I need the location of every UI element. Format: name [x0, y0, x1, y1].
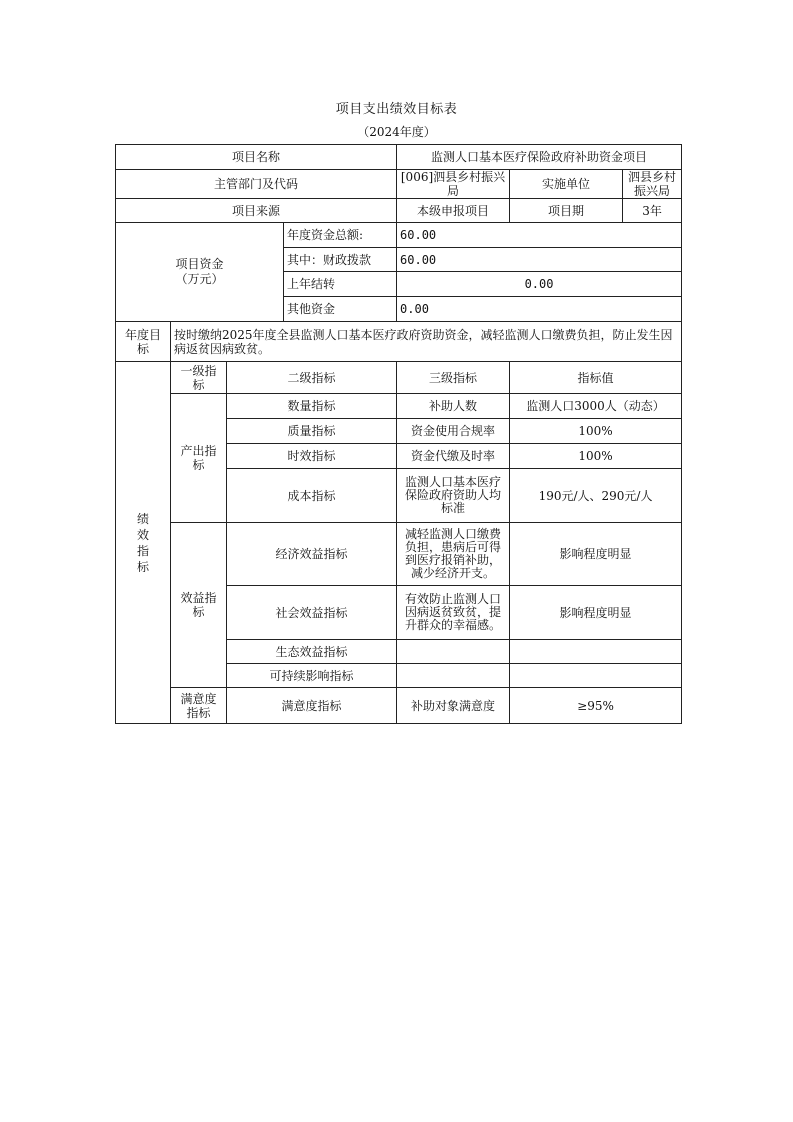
row-project-name	[116, 145, 682, 170]
benefit-l2-1: 经济效益指标	[227, 523, 397, 586]
benefit-l2-2: 社会效益指标	[227, 586, 397, 640]
satisfaction-l2: 满意度指标	[227, 688, 397, 724]
output-l3-3: 资金代缴及时率	[397, 444, 510, 469]
funds-other-label: 其他资金	[284, 297, 397, 322]
source-value: 本级申报项目	[397, 199, 510, 223]
output-value-2: 100%	[510, 419, 682, 444]
output-l2-3: 时效指标	[227, 444, 397, 469]
dept-value: [006]泗县乡村振兴局	[397, 170, 510, 199]
period-value: 3年	[623, 199, 682, 223]
head-level3: 三级指标	[397, 362, 510, 394]
output-l2-4: 成本指标	[227, 469, 397, 523]
funds-fiscal-label: 其中：财政拨款	[284, 248, 397, 272]
row-department	[116, 170, 682, 199]
output-l3-2: 资金使用合规率	[397, 419, 510, 444]
impl-value: 泗县乡村振兴局	[623, 170, 682, 199]
row-indicator-head	[116, 362, 682, 394]
page-title: 项目支出绩效目标表	[335, 102, 458, 117]
row-funds-total	[116, 223, 682, 248]
goal-label: 年度目标	[116, 322, 171, 362]
output-value-4: 190元/人、290元/人	[510, 469, 682, 523]
output-value-1: 监测人口3000人（动态）	[510, 394, 682, 419]
head-level1: 一级指标	[171, 362, 227, 394]
row-goal	[116, 322, 682, 362]
output-l2-1: 数量指标	[227, 394, 397, 419]
output-l2-2: 质量指标	[227, 419, 397, 444]
goal-text: 按时缴纳2025年度全县监测人口基本医疗政府资助资金，减轻监测人口缴费负担，防止发生因病返贫因病致贫。	[171, 322, 682, 362]
satisfaction-value: ≥95%	[510, 688, 682, 724]
benefit-value-1: 影响程度明显	[510, 523, 682, 586]
head-level2: 二级指标	[227, 362, 397, 394]
period-label: 项目期	[510, 199, 623, 223]
satisfaction-l3: 补助对象满意度	[397, 688, 510, 724]
performance-table	[115, 144, 682, 724]
impl-label: 实施单位	[510, 170, 623, 199]
benefit-l3-1: 减轻监测人口缴费负担，患病后可得到医疗报销补助，减少经济开支。	[397, 523, 510, 586]
row-output-1	[116, 394, 682, 419]
output-l3-1: 补助人数	[397, 394, 510, 419]
indicators-section-label: 绩效指标	[116, 362, 171, 724]
row-benefit-1	[116, 523, 682, 586]
benefit-l3-2: 有效防止监测人口因病返贫致贫，提升群众的幸福感。	[397, 586, 510, 640]
page-year: （2024年度）	[357, 125, 436, 139]
benefit-l3-3	[397, 640, 510, 664]
output-label: 产出指标	[171, 394, 227, 523]
benefit-l2-4: 可持续影响指标	[227, 664, 397, 688]
benefit-l3-4	[397, 664, 510, 688]
output-value-3: 100%	[510, 444, 682, 469]
project-name-value: 监测人口基本医疗保险政府补助资金项目	[397, 145, 682, 170]
benefit-value-4	[510, 664, 682, 688]
funds-label: 项目资金 （万元）	[116, 223, 284, 322]
funds-fiscal-value: 60.00	[397, 248, 682, 272]
benefit-label: 效益指标	[171, 523, 227, 688]
funds-carryover-value: 0.00	[397, 272, 682, 297]
funds-total-value: 60.00	[397, 223, 682, 248]
head-value: 指标值	[510, 362, 682, 394]
funds-other-value: 0.00	[397, 297, 682, 322]
funds-carryover-label: 上年结转	[284, 272, 397, 297]
benefit-value-3	[510, 640, 682, 664]
dept-label: 主管部门及代码	[116, 170, 397, 199]
benefit-value-2: 影响程度明显	[510, 586, 682, 640]
project-name-label: 项目名称	[116, 145, 397, 170]
satisfaction-label: 满意度指标	[171, 688, 227, 724]
row-source	[116, 199, 682, 223]
output-l3-4: 监测人口基本医疗保险政府资助人均标准	[397, 469, 510, 523]
funds-total-label: 年度资金总额:	[284, 223, 397, 248]
source-label: 项目来源	[116, 199, 397, 223]
row-satisfaction	[116, 688, 682, 724]
benefit-l2-3: 生态效益指标	[227, 640, 397, 664]
